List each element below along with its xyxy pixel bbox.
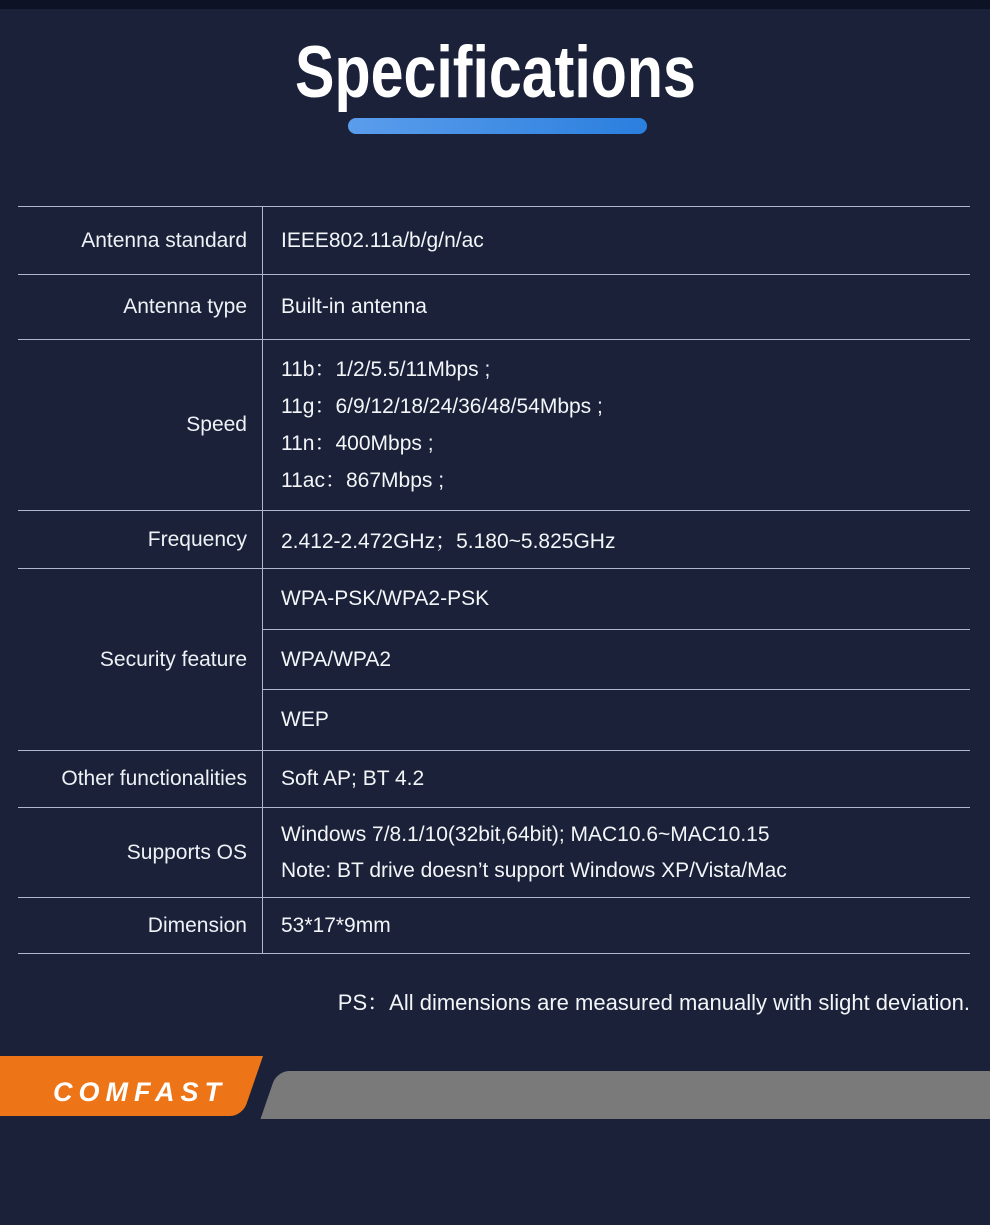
value-line: Built-in antenna xyxy=(281,295,427,318)
value-line: 11b：1/2/5.5/11Mbps ; xyxy=(281,358,491,381)
row-label: Other functionalities xyxy=(61,767,247,790)
table-row-antenna-type xyxy=(18,275,970,340)
table-row-security-feature xyxy=(18,569,970,751)
ps-note: PS：All dimensions are measured manually with slight deviation. xyxy=(337,990,970,1015)
top-dark-strip xyxy=(0,0,990,9)
table-row-supports-os xyxy=(18,808,970,898)
spec-table xyxy=(18,206,970,954)
value-line: Note: BT drive doesn’t support Windows XP/Vista/Mac xyxy=(281,858,787,882)
security-sub-cell: WPA-PSK/WPA2-PSK xyxy=(281,586,490,610)
row-value xyxy=(262,511,970,568)
value-line: 2.412-2.472GHz；5.180~5.825GHz xyxy=(281,529,616,553)
value-line: Soft AP; BT 4.2 xyxy=(281,767,425,790)
value-line: 11g：6/9/12/18/24/36/48/54Mbps ; xyxy=(281,395,603,418)
row-value xyxy=(262,898,970,953)
page-title: Specifications xyxy=(294,32,696,113)
row-label: Antenna type xyxy=(123,295,247,318)
value-line: Windows 7/8.1/10(32bit,64bit); MAC10.6~MAC10.15 xyxy=(281,822,770,846)
row-value xyxy=(262,207,970,274)
row-label: Antenna standard xyxy=(81,228,247,252)
value-line: IEEE802.11a/b/g/n/ac xyxy=(281,228,484,252)
row-value xyxy=(262,275,970,339)
row-value xyxy=(262,751,970,807)
value-line: 11ac：867Mbps ; xyxy=(281,469,445,492)
table-row-dimension xyxy=(18,898,970,954)
row-label: Speed xyxy=(186,413,247,436)
table-row-frequency xyxy=(18,511,970,569)
row-value xyxy=(262,340,970,510)
title-section xyxy=(0,28,990,118)
table-row-speed xyxy=(18,340,970,511)
row-value-stack xyxy=(262,569,970,750)
value-line: 53*17*9mm xyxy=(281,913,391,937)
row-label: Dimension xyxy=(147,913,247,937)
security-sub-cell: WEP xyxy=(263,689,970,750)
row-label: Frequency xyxy=(147,527,247,551)
brand-logo: COMFAST xyxy=(53,1077,227,1107)
security-sub-cell: WPA/WPA2 xyxy=(263,629,970,690)
table-row-antenna-standard xyxy=(18,207,970,275)
value-line: 11n：400Mbps ; xyxy=(281,432,434,455)
row-label: Supports OS xyxy=(126,840,247,864)
footer-gray-bar xyxy=(260,1071,990,1119)
row-value xyxy=(262,808,970,897)
table-row-other-functionalities xyxy=(18,751,970,808)
title-underline-bar xyxy=(348,118,647,134)
row-label: Security feature xyxy=(99,647,247,671)
